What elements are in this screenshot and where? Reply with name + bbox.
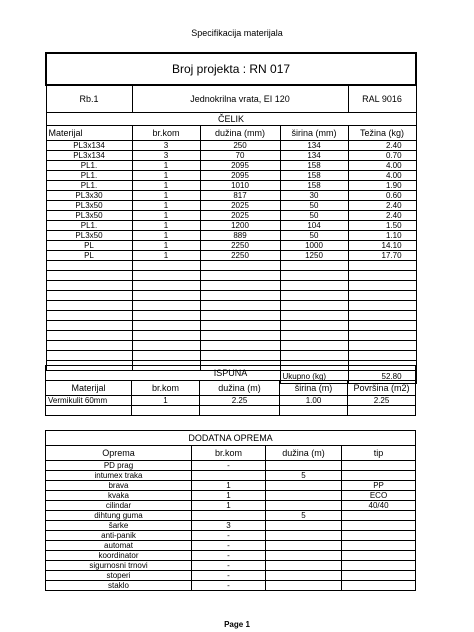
table-cell bbox=[192, 511, 266, 521]
table-row bbox=[46, 406, 416, 416]
table-row bbox=[46, 491, 416, 501]
table-row bbox=[46, 211, 416, 221]
table-cell: 1 bbox=[132, 231, 200, 241]
table-cell: 1 bbox=[192, 481, 266, 491]
table-cell: 4.00 bbox=[348, 171, 416, 181]
table-cell: 2250 bbox=[200, 241, 280, 251]
table-cell bbox=[280, 281, 348, 291]
table-cell: PL3x50 bbox=[46, 201, 132, 211]
project-info-row bbox=[46, 85, 416, 113]
table-row bbox=[46, 221, 416, 231]
table-cell: - bbox=[192, 541, 266, 551]
celik-header-cell: Težina (kg) bbox=[348, 126, 416, 141]
table-cell bbox=[46, 351, 132, 361]
table-row bbox=[46, 396, 416, 406]
table-cell: 3 bbox=[192, 521, 266, 531]
table-cell bbox=[348, 281, 416, 291]
oprema-section-row bbox=[46, 431, 416, 446]
table-cell bbox=[348, 351, 416, 361]
ispuna-header-cell: širina (m) bbox=[280, 381, 348, 396]
table-cell bbox=[266, 541, 342, 551]
table-cell: 14.10 bbox=[348, 241, 416, 251]
oprema-header-row bbox=[46, 446, 416, 461]
table-cell bbox=[132, 406, 200, 416]
table-cell: 1 bbox=[132, 181, 200, 191]
table-row bbox=[46, 291, 416, 301]
table-cell: 30 bbox=[280, 191, 348, 201]
ispuna-header-row bbox=[46, 381, 416, 396]
table-cell: 134 bbox=[280, 141, 348, 151]
table-cell bbox=[266, 491, 342, 501]
celik-header-cell: dužina (mm) bbox=[200, 126, 280, 141]
project-description: Jednokrilna vrata, EI 120 bbox=[132, 85, 348, 113]
table-cell bbox=[342, 471, 416, 481]
table-cell: PL1. bbox=[46, 181, 132, 191]
table-cell: 50 bbox=[280, 201, 348, 211]
table-cell: PL3x50 bbox=[46, 211, 132, 221]
table-row bbox=[46, 471, 416, 481]
table-cell bbox=[348, 341, 416, 351]
table-cell bbox=[266, 481, 342, 491]
total-label: Ukupno (kg) bbox=[280, 371, 348, 384]
table-cell: 50 bbox=[280, 211, 348, 221]
table-cell: ECO bbox=[342, 491, 416, 501]
table-row bbox=[46, 511, 416, 521]
table-cell: 2.25 bbox=[200, 396, 280, 406]
table-cell bbox=[348, 271, 416, 281]
table-row bbox=[46, 351, 416, 361]
table-cell bbox=[132, 341, 200, 351]
table-cell: Vermikulit 60mm bbox=[46, 396, 132, 406]
table-cell: 1.10 bbox=[348, 231, 416, 241]
table-cell bbox=[280, 301, 348, 311]
table-cell: 2025 bbox=[200, 201, 280, 211]
table-row bbox=[46, 461, 416, 471]
table-cell: - bbox=[192, 551, 266, 561]
project-title: Broj projekta : RN 017 bbox=[46, 53, 416, 85]
table-cell bbox=[348, 311, 416, 321]
table-row bbox=[46, 171, 416, 181]
table-row bbox=[46, 271, 416, 281]
ispuna-header-cell: Materijal bbox=[46, 381, 132, 396]
table-row bbox=[46, 261, 416, 271]
table-cell: šarke bbox=[46, 521, 192, 531]
table-cell bbox=[46, 281, 132, 291]
table-cell bbox=[200, 291, 280, 301]
table-cell bbox=[342, 461, 416, 471]
table-cell: 1 bbox=[192, 501, 266, 511]
table-cell: PP bbox=[342, 481, 416, 491]
ispuna-header-cell: br.kom bbox=[132, 381, 200, 396]
table-row bbox=[46, 541, 416, 551]
table-cell bbox=[200, 321, 280, 331]
oprema-section-title: DODATNA OPREMA bbox=[46, 431, 416, 446]
table-cell bbox=[200, 341, 280, 351]
table-cell bbox=[200, 281, 280, 291]
table-cell: 1000 bbox=[280, 241, 348, 251]
table-cell bbox=[280, 406, 348, 416]
table-cell: - bbox=[192, 571, 266, 581]
oprema-table bbox=[45, 430, 416, 591]
table-cell bbox=[266, 531, 342, 541]
table-cell: 17.70 bbox=[348, 251, 416, 261]
table-cell bbox=[266, 501, 342, 511]
table-cell bbox=[46, 291, 132, 301]
table-cell: 2.40 bbox=[348, 201, 416, 211]
table-cell: 158 bbox=[280, 171, 348, 181]
table-row bbox=[46, 241, 416, 251]
table-cell: PL3x134 bbox=[46, 141, 132, 151]
oprema-header-cell: Oprema bbox=[46, 446, 192, 461]
table-cell bbox=[132, 321, 200, 331]
ispuna-section-row bbox=[46, 366, 416, 381]
table-cell bbox=[342, 541, 416, 551]
ispuna-header-cell: Površina (m2) bbox=[348, 381, 416, 396]
table-cell bbox=[280, 351, 348, 361]
table-cell: PL1. bbox=[46, 171, 132, 181]
table-cell bbox=[280, 331, 348, 341]
table-cell bbox=[280, 311, 348, 321]
table-cell bbox=[200, 351, 280, 361]
table-cell: stoperi bbox=[46, 571, 192, 581]
table-cell: PL3x30 bbox=[46, 191, 132, 201]
table-cell: - bbox=[192, 581, 266, 591]
celik-header-row bbox=[46, 126, 416, 141]
table-cell: sigurnosni trnovi bbox=[46, 561, 192, 571]
document-title: Specifikacija materijala bbox=[191, 28, 283, 38]
project-ral: RAL 9016 bbox=[348, 85, 416, 113]
table-cell: 70 bbox=[200, 151, 280, 161]
table-cell bbox=[132, 351, 200, 361]
table-cell: 2095 bbox=[200, 161, 280, 171]
table-cell: PD prag bbox=[46, 461, 192, 471]
table-cell bbox=[266, 581, 342, 591]
table-cell bbox=[342, 521, 416, 531]
table-cell: 40/40 bbox=[342, 501, 416, 511]
table-cell bbox=[266, 571, 342, 581]
table-cell: - bbox=[192, 531, 266, 541]
table-cell bbox=[200, 311, 280, 321]
table-cell bbox=[348, 406, 416, 416]
table-cell: 2.40 bbox=[348, 141, 416, 151]
table-cell bbox=[132, 301, 200, 311]
table-cell: 158 bbox=[280, 181, 348, 191]
table-cell: 1 bbox=[132, 221, 200, 231]
table-cell bbox=[342, 561, 416, 571]
table-cell: 2250 bbox=[200, 251, 280, 261]
table-cell: 1 bbox=[132, 191, 200, 201]
table-row bbox=[46, 571, 416, 581]
project-title-row bbox=[46, 53, 416, 85]
table-cell: 104 bbox=[280, 221, 348, 231]
table-cell: 1 bbox=[132, 241, 200, 251]
ispuna-header-cell: dužina (m) bbox=[200, 381, 280, 396]
table-cell: 817 bbox=[200, 191, 280, 201]
oprema-header-cell: br.kom bbox=[192, 446, 266, 461]
celik-table bbox=[45, 52, 417, 384]
table-cell: 1.90 bbox=[348, 181, 416, 191]
celik-header-cell: širina (mm) bbox=[280, 126, 348, 141]
table-cell bbox=[342, 511, 416, 521]
table-cell: PL3x134 bbox=[46, 151, 132, 161]
celik-section-title: ČELIK bbox=[46, 113, 416, 126]
oprema-header-cell: dužina (m) bbox=[266, 446, 342, 461]
table-cell bbox=[266, 521, 342, 531]
table-cell: 2.40 bbox=[348, 211, 416, 221]
table-cell: 3 bbox=[132, 141, 200, 151]
table-row bbox=[46, 231, 416, 241]
table-cell bbox=[192, 471, 266, 481]
table-cell: 5 bbox=[266, 471, 342, 481]
table-cell bbox=[348, 331, 416, 341]
table-cell: 250 bbox=[200, 141, 280, 151]
table-cell: 134 bbox=[280, 151, 348, 161]
table-cell bbox=[348, 321, 416, 331]
page-number: Page 1 bbox=[224, 620, 250, 629]
table-cell bbox=[200, 301, 280, 311]
table-cell bbox=[200, 331, 280, 341]
celik-header-cell: Materijal bbox=[46, 126, 132, 141]
oprema-header-cell: tip bbox=[342, 446, 416, 461]
table-cell bbox=[280, 261, 348, 271]
table-row bbox=[46, 181, 416, 191]
table-cell bbox=[132, 311, 200, 321]
table-cell bbox=[200, 406, 280, 416]
table-cell bbox=[348, 261, 416, 271]
table-cell bbox=[342, 581, 416, 591]
table-cell: 1.50 bbox=[348, 221, 416, 231]
table-cell bbox=[46, 261, 132, 271]
table-cell: 0.70 bbox=[348, 151, 416, 161]
table-cell bbox=[46, 406, 132, 416]
table-cell: 1 bbox=[132, 211, 200, 221]
total-value: 52.80 bbox=[348, 371, 416, 384]
table-cell bbox=[132, 291, 200, 301]
table-cell: staklo bbox=[46, 581, 192, 591]
table-cell bbox=[46, 331, 132, 341]
table-cell: 889 bbox=[200, 231, 280, 241]
table-row bbox=[46, 521, 416, 531]
table-cell bbox=[46, 321, 132, 331]
table-cell: PL1. bbox=[46, 161, 132, 171]
table-cell bbox=[46, 301, 132, 311]
table-cell bbox=[280, 291, 348, 301]
table-cell bbox=[46, 311, 132, 321]
table-cell: dihtung guma bbox=[46, 511, 192, 521]
project-rb: Rb.1 bbox=[46, 85, 132, 113]
table-cell bbox=[280, 321, 348, 331]
table-cell bbox=[280, 341, 348, 351]
table-cell bbox=[348, 291, 416, 301]
table-cell: brava bbox=[46, 481, 192, 491]
table-cell bbox=[132, 281, 200, 291]
table-row bbox=[46, 551, 416, 561]
table-row bbox=[46, 151, 416, 161]
table-cell: kvaka bbox=[46, 491, 192, 501]
table-row bbox=[46, 301, 416, 311]
celik-header-cell: br.kom bbox=[132, 126, 200, 141]
table-cell: PL bbox=[46, 241, 132, 251]
table-cell: 1 bbox=[132, 201, 200, 211]
table-row bbox=[46, 501, 416, 511]
table-cell bbox=[280, 271, 348, 281]
table-cell: - bbox=[192, 561, 266, 571]
table-cell: koordinator bbox=[46, 551, 192, 561]
table-cell bbox=[46, 341, 132, 351]
table-row bbox=[46, 581, 416, 591]
table-cell: 1 bbox=[192, 491, 266, 501]
table-row bbox=[46, 481, 416, 491]
ispuna-section-title: ISPUNA bbox=[46, 366, 416, 381]
table-cell: PL1. bbox=[46, 221, 132, 231]
table-cell: 158 bbox=[280, 161, 348, 171]
table-cell: PL bbox=[46, 251, 132, 261]
table-cell: 3 bbox=[132, 151, 200, 161]
table-cell: 1010 bbox=[200, 181, 280, 191]
table-cell: - bbox=[192, 461, 266, 471]
celik-section-row bbox=[46, 113, 416, 126]
table-cell: 2025 bbox=[200, 211, 280, 221]
table-cell: 1 bbox=[132, 251, 200, 261]
table-cell bbox=[348, 301, 416, 311]
table-row bbox=[46, 331, 416, 341]
table-row bbox=[46, 141, 416, 151]
table-cell: 2095 bbox=[200, 171, 280, 181]
table-cell: 1250 bbox=[280, 251, 348, 261]
table-cell: 4.00 bbox=[348, 161, 416, 171]
table-cell: 2.25 bbox=[348, 396, 416, 406]
table-cell: PL3x50 bbox=[46, 231, 132, 241]
table-cell bbox=[132, 331, 200, 341]
table-cell bbox=[132, 261, 200, 271]
table-row bbox=[46, 251, 416, 261]
ispuna-table bbox=[45, 365, 416, 416]
table-cell bbox=[342, 571, 416, 581]
table-cell: 0.60 bbox=[348, 191, 416, 201]
table-cell: anti-panik bbox=[46, 531, 192, 541]
table-row bbox=[46, 201, 416, 211]
table-cell: 5 bbox=[266, 511, 342, 521]
table-row bbox=[46, 311, 416, 321]
table-cell: 1 bbox=[132, 396, 200, 406]
table-cell bbox=[266, 551, 342, 561]
table-cell bbox=[266, 461, 342, 471]
table-cell bbox=[46, 271, 132, 281]
table-row bbox=[46, 321, 416, 331]
table-cell: 50 bbox=[280, 231, 348, 241]
table-cell: 1.00 bbox=[280, 396, 348, 406]
table-row bbox=[46, 531, 416, 541]
table-row bbox=[46, 341, 416, 351]
table-cell: 1200 bbox=[200, 221, 280, 231]
table-cell bbox=[266, 561, 342, 571]
table-cell: automat bbox=[46, 541, 192, 551]
table-cell: cilindar bbox=[46, 501, 192, 511]
table-cell bbox=[200, 261, 280, 271]
table-cell: intumex traka bbox=[46, 471, 192, 481]
table-row bbox=[46, 281, 416, 291]
table-cell: 1 bbox=[132, 171, 200, 181]
table-cell: 1 bbox=[132, 161, 200, 171]
table-cell bbox=[132, 271, 200, 281]
table-cell bbox=[342, 551, 416, 561]
table-row bbox=[46, 561, 416, 571]
table-row bbox=[46, 161, 416, 171]
table-cell bbox=[342, 531, 416, 541]
table-cell bbox=[200, 271, 280, 281]
table-row bbox=[46, 191, 416, 201]
